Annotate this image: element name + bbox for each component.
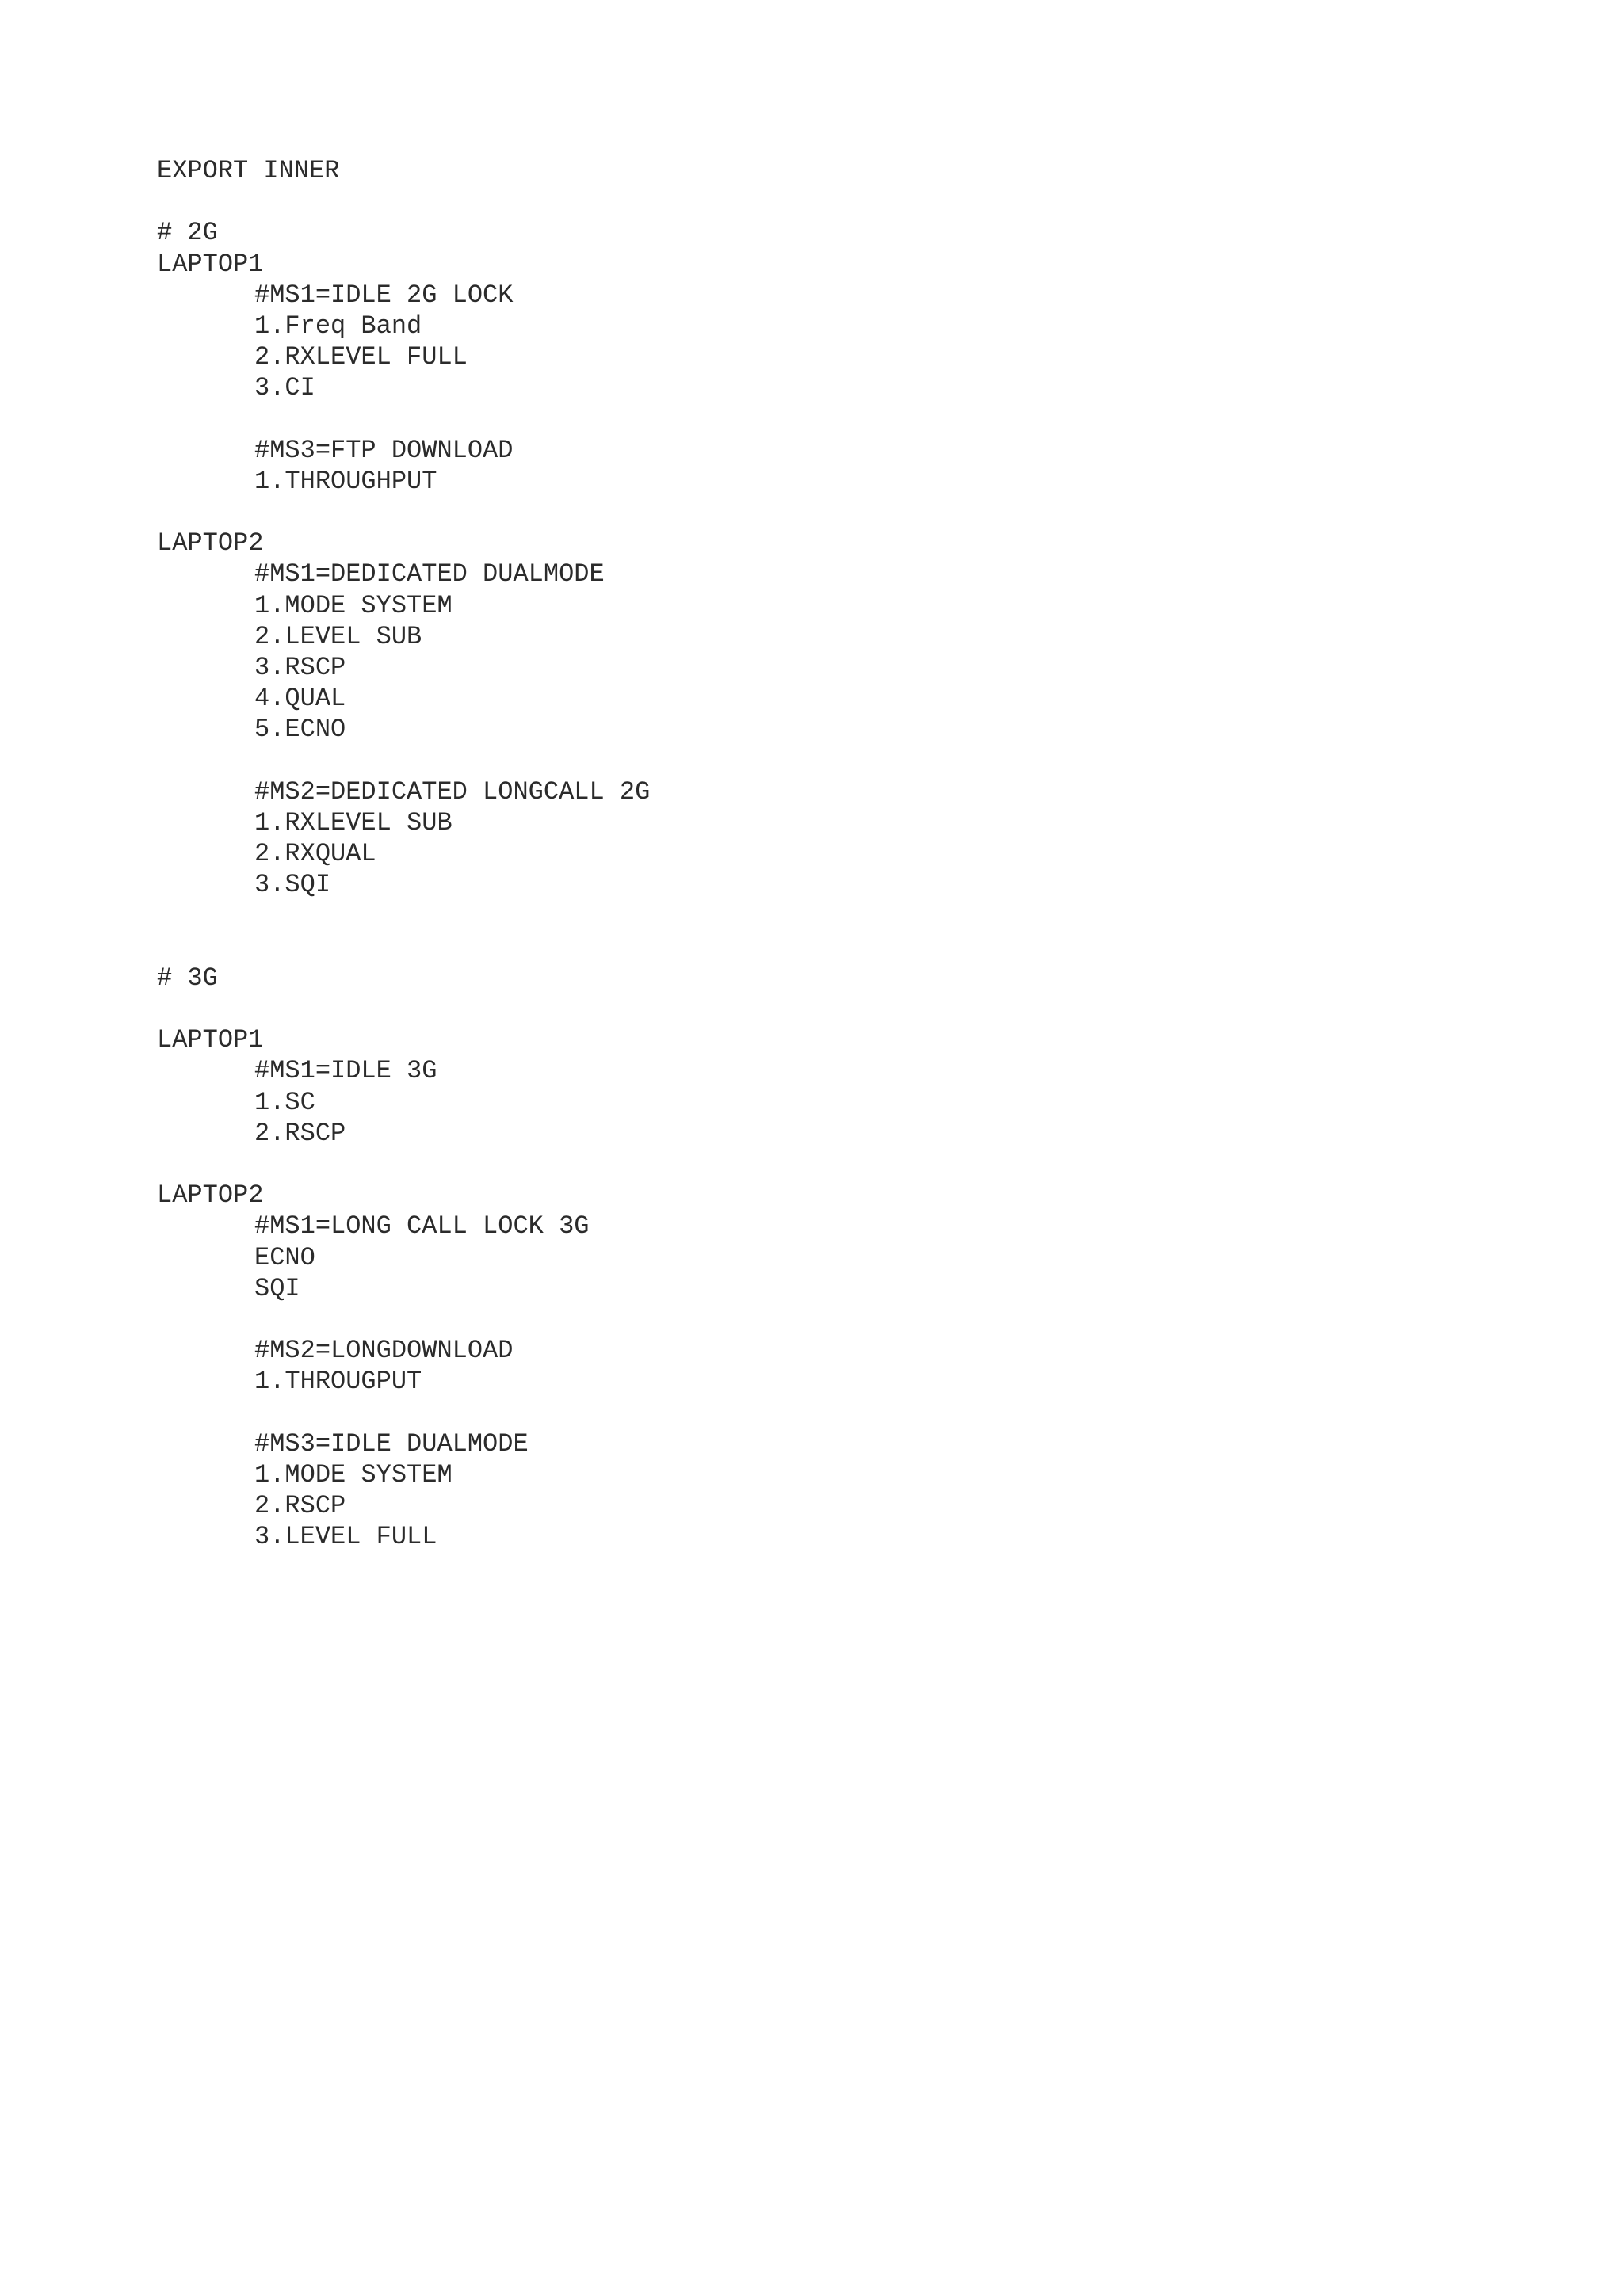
laptop-label: LAPTOP1: [157, 249, 264, 279]
ms-item: 1.THROUGHPUT: [254, 466, 437, 496]
document-body: [157, 155, 1504, 1552]
section-heading-3g: # 3G: [157, 963, 218, 993]
ms-item: 2.LEVEL SUB: [254, 621, 422, 651]
blank-line: [157, 186, 1504, 217]
blank-line: [157, 1149, 1504, 1180]
blank-line: [157, 901, 1504, 932]
ms-item: 3.CI: [254, 373, 315, 403]
blank-line: [157, 497, 1504, 528]
ms-group-header: #MS3=IDLE DUALMODE: [254, 1428, 529, 1459]
ms-item: 2.RSCP: [254, 1118, 346, 1148]
ms-item: 1.MODE SYSTEM: [254, 590, 453, 620]
ms-group-header: #MS1=IDLE 3G: [254, 1056, 437, 1086]
ms-item: ECNO: [254, 1242, 315, 1272]
ms-item: 2.RSCP: [254, 1491, 346, 1521]
ms-item: SQI: [254, 1273, 300, 1303]
ms-group-header: #MS1=LONG CALL LOCK 3G: [254, 1211, 590, 1241]
blank-line: [157, 746, 1504, 776]
ms-item: 1.Freq Band: [254, 311, 422, 341]
laptop-label: LAPTOP2: [157, 1180, 264, 1211]
ms-group-header: #MS3=FTP DOWNLOAD: [254, 435, 514, 465]
ms-item: 3.LEVEL FULL: [254, 1522, 437, 1552]
laptop-label: LAPTOP2: [157, 528, 264, 559]
ms-item: 2.RXLEVEL FULL: [254, 342, 468, 372]
ms-group-header: #MS1=DEDICATED DUALMODE: [254, 559, 605, 589]
ms-item: 1.THROUGPUT: [254, 1367, 422, 1397]
blank-line: [157, 404, 1504, 435]
ms-item: 3.RSCP: [254, 653, 346, 682]
section-heading-2g: # 2G: [157, 218, 218, 248]
ms-item: 2.RXQUAL: [254, 839, 376, 869]
blank-line: [157, 1398, 1504, 1428]
laptop-label: LAPTOP1: [157, 1025, 264, 1055]
ms-item: 5.ECNO: [254, 715, 346, 745]
ms-item: 1.MODE SYSTEM: [254, 1459, 453, 1489]
ms-item: 3.SQI: [254, 870, 331, 900]
ms-group-header: #MS1=IDLE 2G LOCK: [254, 280, 514, 310]
ms-group-header: #MS2=LONGDOWNLOAD: [254, 1336, 514, 1366]
ms-group-header: #MS2=DEDICATED LONGCALL 2G: [254, 776, 651, 807]
ms-item: 1.SC: [254, 1087, 315, 1117]
document-title: EXPORT INNER: [157, 156, 340, 185]
ms-item: 1.RXLEVEL SUB: [254, 807, 453, 837]
blank-line: [157, 932, 1504, 963]
ms-item: 4.QUAL: [254, 684, 346, 714]
blank-line: [157, 994, 1504, 1024]
blank-line: [157, 1304, 1504, 1335]
